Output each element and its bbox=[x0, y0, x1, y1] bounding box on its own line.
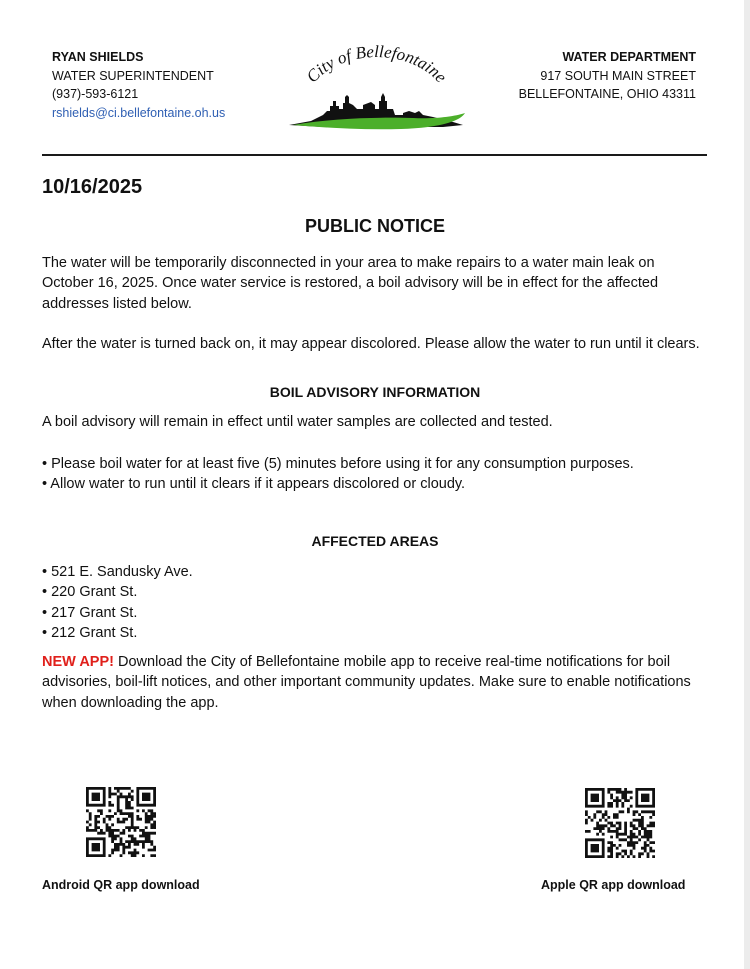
logo-text: City of Bellefontaine bbox=[302, 45, 451, 87]
notice-date: 10/16/2025 bbox=[42, 176, 143, 198]
list-item: • 212 Grant St. bbox=[42, 624, 138, 641]
contact-email-link[interactable]: rshields@ci.bellefontaine.oh.us bbox=[52, 105, 226, 120]
apple-qr-code[interactable] bbox=[585, 788, 655, 858]
contact-name: RYAN SHIELDS bbox=[52, 50, 144, 64]
boil-advisory-list bbox=[42, 454, 707, 495]
contact-block bbox=[52, 48, 225, 122]
page-edge-shadow bbox=[744, 0, 750, 969]
header-divider bbox=[42, 154, 707, 156]
notice-title: PUBLIC NOTICE bbox=[304, 216, 445, 236]
android-qr-code[interactable] bbox=[86, 787, 156, 857]
svg-text:City of Bellefontaine bbox=[303, 45, 451, 87]
qr-modules bbox=[86, 787, 156, 857]
qr-modules bbox=[585, 788, 655, 858]
boil-advisory-heading: BOIL ADVISORY INFORMATION bbox=[269, 384, 481, 400]
affected-areas-heading: AFFECTED AREAS bbox=[311, 533, 439, 549]
list-item: • Please boil water for at least five (5) minutes before using it for any consumption purposes. bbox=[42, 456, 634, 472]
apple-qr-label: Apple QR app download bbox=[541, 878, 686, 892]
app-announcement-text: Download the City of Bellefontaine mobile app to receive real-time notifications for boil advisories, boil-lift notices, and other important community updates. Make sure to enable notifications when downloading the app. bbox=[42, 654, 691, 711]
new-app-label: NEW APP! bbox=[42, 654, 114, 670]
list-item: • 220 Grant St. bbox=[42, 584, 138, 601]
notice-paragraph-1: The water will be temporarily disconnected in your area to make repairs to a water main leak on October 16, 2025. Once water service is restored, a boil advisory will be in effect for the affected addresses listed below. bbox=[42, 255, 659, 312]
department-city: BELLEFONTAINE, OHIO 43311 bbox=[518, 87, 696, 101]
affected-addresses-list bbox=[42, 562, 707, 643]
department-street: 917 SOUTH MAIN STREET bbox=[540, 68, 696, 83]
contact-title: WATER SUPERINTENDENT bbox=[52, 68, 214, 83]
contact-phone: (937)-593-6121 bbox=[52, 87, 139, 101]
list-item: • 217 Grant St. bbox=[42, 604, 138, 621]
department-address-block bbox=[519, 48, 696, 104]
boil-advisory-intro: A boil advisory will remain in effect until water samples are collected and tested. bbox=[42, 414, 553, 430]
list-item: • 521 E. Sandusky Ave. bbox=[42, 564, 193, 580]
app-announcement bbox=[42, 652, 707, 713]
department-name: WATER DEPARTMENT bbox=[562, 50, 696, 64]
notice-paragraph-2: After the water is turned back on, it may appear discolored. Please allow the water to run until it clears. bbox=[42, 336, 700, 352]
city-logo bbox=[283, 45, 468, 133]
android-qr-label: Android QR app download bbox=[42, 878, 200, 892]
list-item: • Allow water to run until it clears if it appears discolored or cloudy. bbox=[42, 476, 466, 493]
